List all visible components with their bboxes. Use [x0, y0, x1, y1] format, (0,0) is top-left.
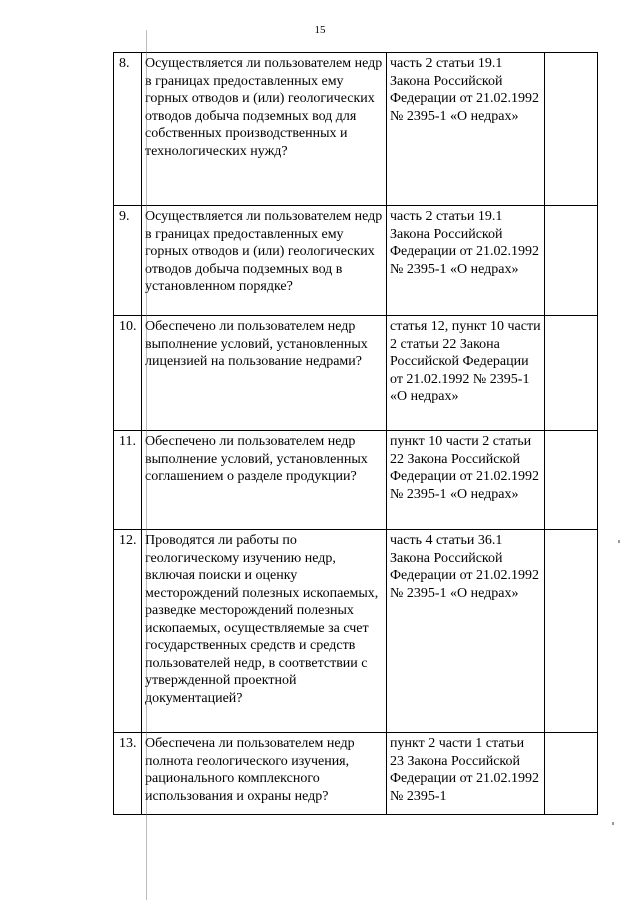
scan-artifact-dot — [612, 822, 614, 825]
empty-cell — [545, 206, 598, 316]
page-number: 15 — [314, 24, 326, 36]
table-row — [114, 431, 598, 530]
row-number: 12. — [114, 530, 142, 733]
row-number: 13. — [114, 733, 142, 815]
law-reference-cell: часть 2 статьи 19.1 Закона Российской Федерации от 21.02.1992 № 2395-1 «О недрах» — [387, 206, 545, 316]
row-number: 8. — [114, 53, 142, 206]
question-cell: Осуществляется ли пользователем недр в границах предоставленных ему горных отводов и (или) геологических отводов добыча подземных вод в установленном порядке? — [142, 206, 387, 316]
table-row — [114, 316, 598, 431]
checklist-table — [113, 52, 598, 815]
scan-artifact-line — [146, 30, 147, 900]
empty-cell — [545, 431, 598, 530]
question-cell: Обеспечена ли пользователем недр полнота геологического изучения, рационального комплексного использования и охраны недр? — [142, 733, 387, 815]
scan-artifact-dot — [618, 540, 620, 543]
question-cell: Проводятся ли работы по геологическому изучению недр, включая поиски и оценку месторождений полезных ископаемых, разведке месторождений полезных ископаемых, осуществляемые за счет государственных средств и средств пользователей недр, в соответствии с утвержденной проектной документацией? — [142, 530, 387, 733]
law-reference-cell: часть 4 статьи 36.1 Закона Российской Федерации от 21.02.1992 № 2395-1 «О недрах» — [387, 530, 545, 733]
table-row — [114, 53, 598, 206]
question-cell: Обеспечено ли пользователем недр выполнение условий, установленных лицензией на пользование недрами? — [142, 316, 387, 431]
row-number: 11. — [114, 431, 142, 530]
empty-cell — [545, 733, 598, 815]
table-row — [114, 530, 598, 733]
table-row — [114, 733, 598, 815]
row-number: 10. — [114, 316, 142, 431]
law-reference-cell: часть 2 статьи 19.1 Закона Российской Федерации от 21.02.1992 № 2395-1 «О недрах» — [387, 53, 545, 206]
empty-cell — [545, 53, 598, 206]
empty-cell — [545, 530, 598, 733]
row-number: 9. — [114, 206, 142, 316]
table-row — [114, 206, 598, 316]
empty-cell — [545, 316, 598, 431]
law-reference-cell: пункт 10 части 2 статьи 22 Закона Российской Федерации от 21.02.1992 № 2395-1 «О недрах» — [387, 431, 545, 530]
law-reference-cell: пункт 2 части 1 статьи 23 Закона Российской Федерации от 21.02.1992 № 2395-1 — [387, 733, 545, 815]
law-reference-cell: статья 12, пункт 10 части 2 статьи 22 Закона Российской Федерации от 21.02.1992 № 2395-1 «О недрах» — [387, 316, 545, 431]
question-cell: Осуществляется ли пользователем недр в границах предоставленных ему горных отводов и (или) геологических отводов добыча подземных вод для собственных производственных и технологических нужд? — [142, 53, 387, 206]
question-cell: Обеспечено ли пользователем недр выполнение условий, установленных соглашением о разделе продукции? — [142, 431, 387, 530]
